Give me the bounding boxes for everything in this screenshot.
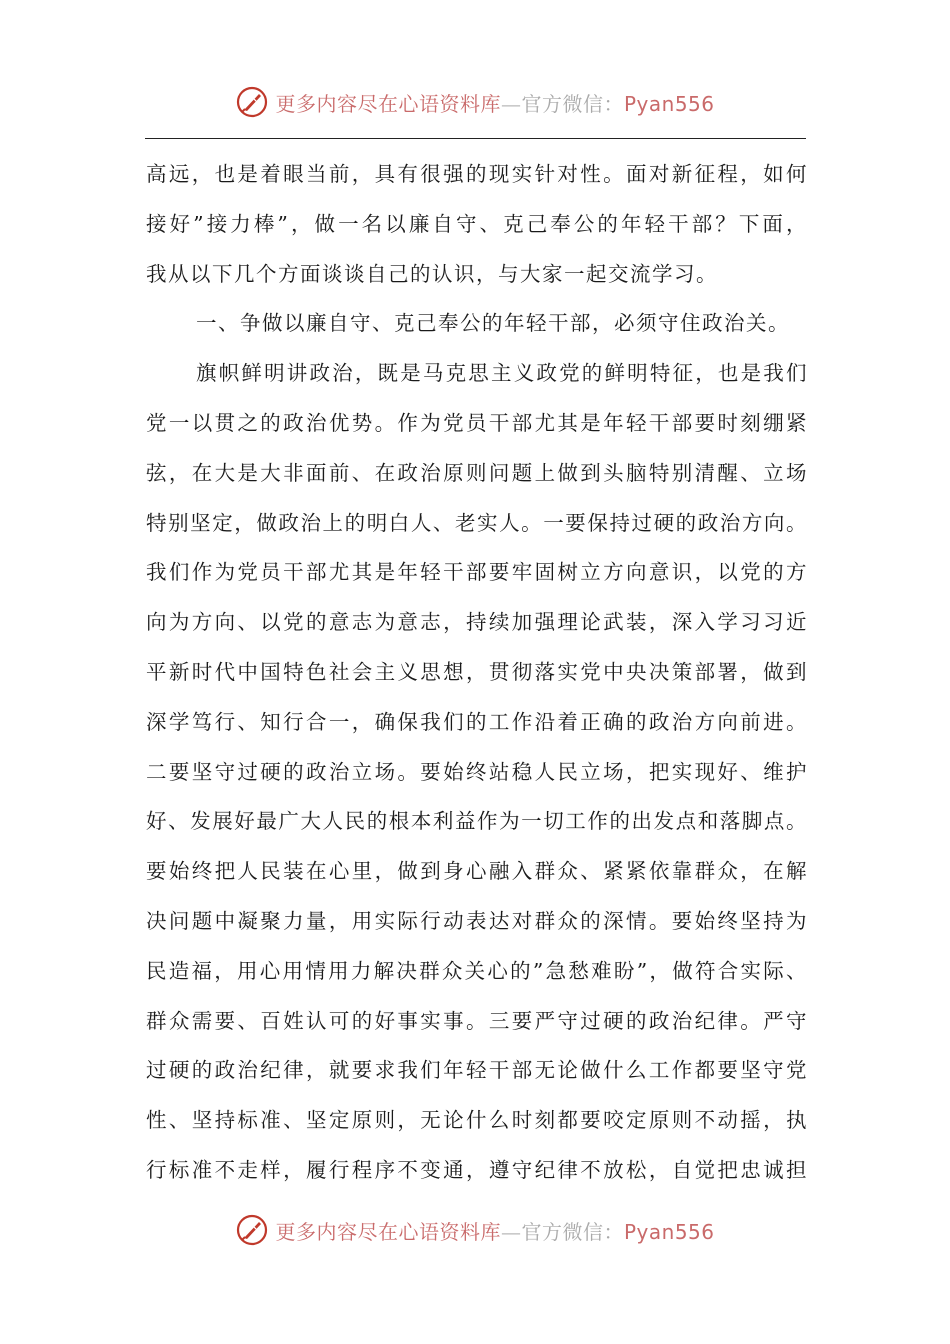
body-line: 平新时代中国特色社会主义思想，贯彻落实党中央决策部署，做到 [146,659,808,684]
body-line: 好、发展好最广大人民的根本利益作为一切工作的出发点和落脚点。 [146,809,808,834]
body-line: 行标准不走样，履行程序不变通，遵守纪律不放松，自觉把忠诚担 [146,1157,808,1182]
section-heading: 一、争做以廉自守、克己奉公的年轻干部，必须守住政治关。 [196,311,790,336]
body-line: 我从以下几个方面谈谈自己的认识，与大家一起交流学习。 [146,261,718,286]
header-divider [145,138,806,139]
body-line: 过硬的政治纪律，就要求我们年轻干部无论做什么工作都要坚守党 [146,1058,808,1083]
body-line: 向为方向、以党的意志为意志，持续加强理论武装，深入学习习近 [146,610,808,635]
body-line: 深学笃行、知行合一，确保我们的工作沿着正确的政治方向前进。 [146,709,808,734]
header-banner-wechat-id: Pyan556 [623,91,715,116]
body-line: 接好”接力棒”，做一名以廉自守、克己奉公的年轻干部？下面， [146,211,808,236]
header-banner [0,80,950,124]
header-banner-text [275,88,714,117]
footer-banner-main: 更多内容尽在心语资料库 [275,1219,501,1244]
body-line: 党一以贯之的政治优势。作为党员干部尤其是年轻干部要时刻绷紧 [146,410,808,435]
body-line: 我们作为党员干部尤其是年轻干部要牢固树立方向意识，以党的方 [146,560,808,585]
footer-banner [0,1208,950,1252]
body-line: 二要坚守过硬的政治立场。要始终站稳人民立场，把实现好、维护 [146,759,808,784]
body-line: 特别坚定，做政治上的明白人、老实人。一要保持过硬的政治方向。 [146,510,808,535]
header-banner-main: 更多内容尽在心语资料库 [275,91,501,116]
body-line: 群众需要、百姓认可的好事实事。三要严守过硬的政治纪律。严守 [146,1008,808,1033]
body-line: 要始终把人民装在心里，做到身心融入群众、紧紧依靠群众，在解 [146,859,808,884]
footer-banner-text [275,1216,714,1245]
body-line: 高远，也是着眼当前，具有很强的现实针对性。面对新征程，如何 [146,162,808,186]
footer-banner-wechat-id: Pyan556 [623,1219,715,1244]
header-banner-separator: — [500,91,522,116]
document-body [146,150,808,1196]
footer-banner-wechat-label: 官方微信： [521,1219,624,1244]
footer-banner-separator: — [500,1219,522,1244]
body-line: 民造福，用心用情用力解决群众关心的”急愁难盼”，做符合实际、 [146,958,808,983]
quill-logo-icon [235,85,269,119]
body-line: 弦，在大是大非面前、在政治原则问题上做到头脑特别清醒、立场 [146,460,808,485]
header-banner-wechat-label: 官方微信： [521,91,624,116]
body-line: 性、坚持标准、坚定原则，无论什么时刻都要咬定原则不动摇，执 [146,1108,808,1133]
body-line: 决问题中凝聚力量，用实际行动表达对群众的深情。要始终坚持为 [146,908,808,933]
body-line: 旗帜鲜明讲政治，既是马克思主义政党的鲜明特征，也是我们 [196,361,808,386]
quill-logo-icon [235,1213,269,1247]
